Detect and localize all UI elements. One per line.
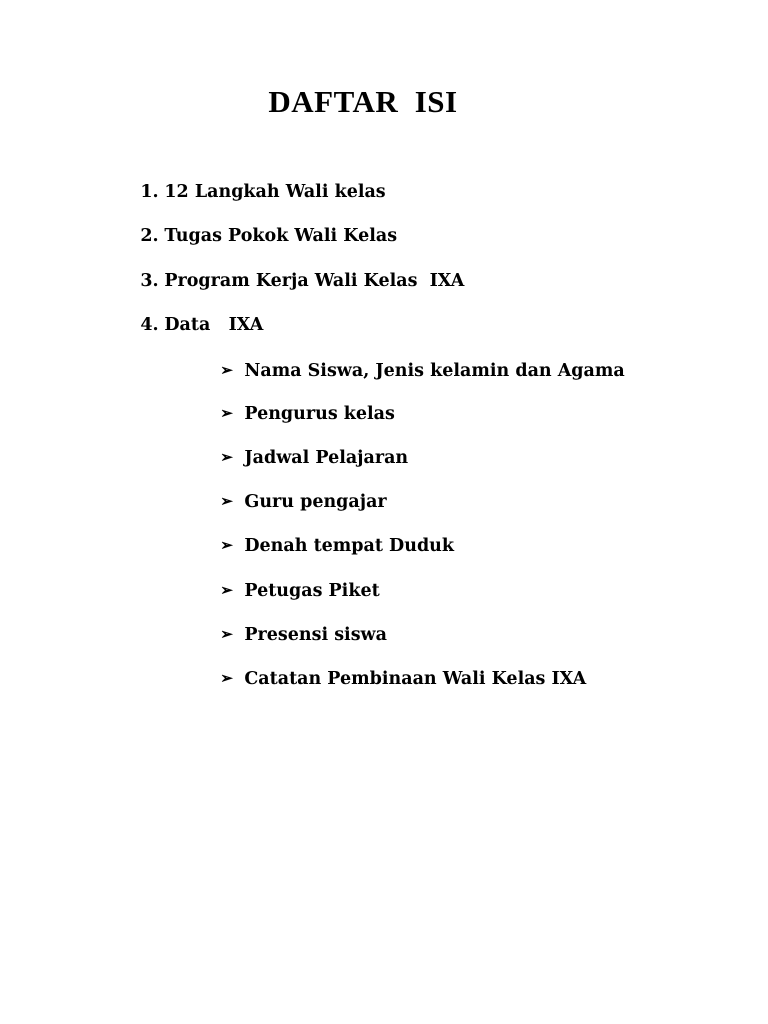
sub-item-label: Presensi siswa [244, 625, 387, 645]
toc-item-number: 2. [140, 226, 159, 246]
sub-item-label: Pengurus kelas [244, 404, 395, 424]
sub-item-label: Nama Siswa, Jenis kelamin dan Agama [244, 361, 625, 381]
arrowhead-bullet-icon: ➢ [220, 536, 233, 554]
toc-item-number: 1. [140, 182, 159, 202]
arrowhead-bullet-icon: ➢ [220, 669, 233, 687]
arrowhead-bullet-icon: ➢ [220, 448, 233, 466]
sub-item-label: Catatan Pembinaan Wali Kelas IXA [244, 669, 587, 689]
arrowhead-bullet-icon: ➢ [220, 492, 233, 510]
sub-item-label: Denah tempat Duduk [244, 536, 455, 556]
arrowhead-bullet-icon: ➢ [220, 404, 233, 422]
page-title: DAFTAR ISI [268, 84, 458, 119]
arrowhead-bullet-icon: ➢ [220, 625, 233, 643]
toc-item-label: Program Kerja Wali Kelas IXA [164, 271, 465, 291]
sub-item-label: Jadwal Pelajaran [244, 448, 409, 468]
toc-item-number: 3. [140, 271, 159, 291]
arrowhead-bullet-icon: ➢ [220, 581, 233, 599]
sub-item-label: Guru pengajar [244, 492, 387, 512]
sub-item-8 [196, 645, 586, 712]
toc-item-label: 12 Langkah Wali kelas [164, 182, 386, 202]
toc-item-label: Tugas Pokok Wali Kelas [164, 226, 398, 246]
sub-item-label: Petugas Piket [244, 581, 380, 601]
toc-item-number: 4. [140, 315, 159, 335]
arrowhead-bullet-icon: ➢ [220, 361, 233, 379]
toc-item-label: Data IXA [164, 315, 264, 335]
